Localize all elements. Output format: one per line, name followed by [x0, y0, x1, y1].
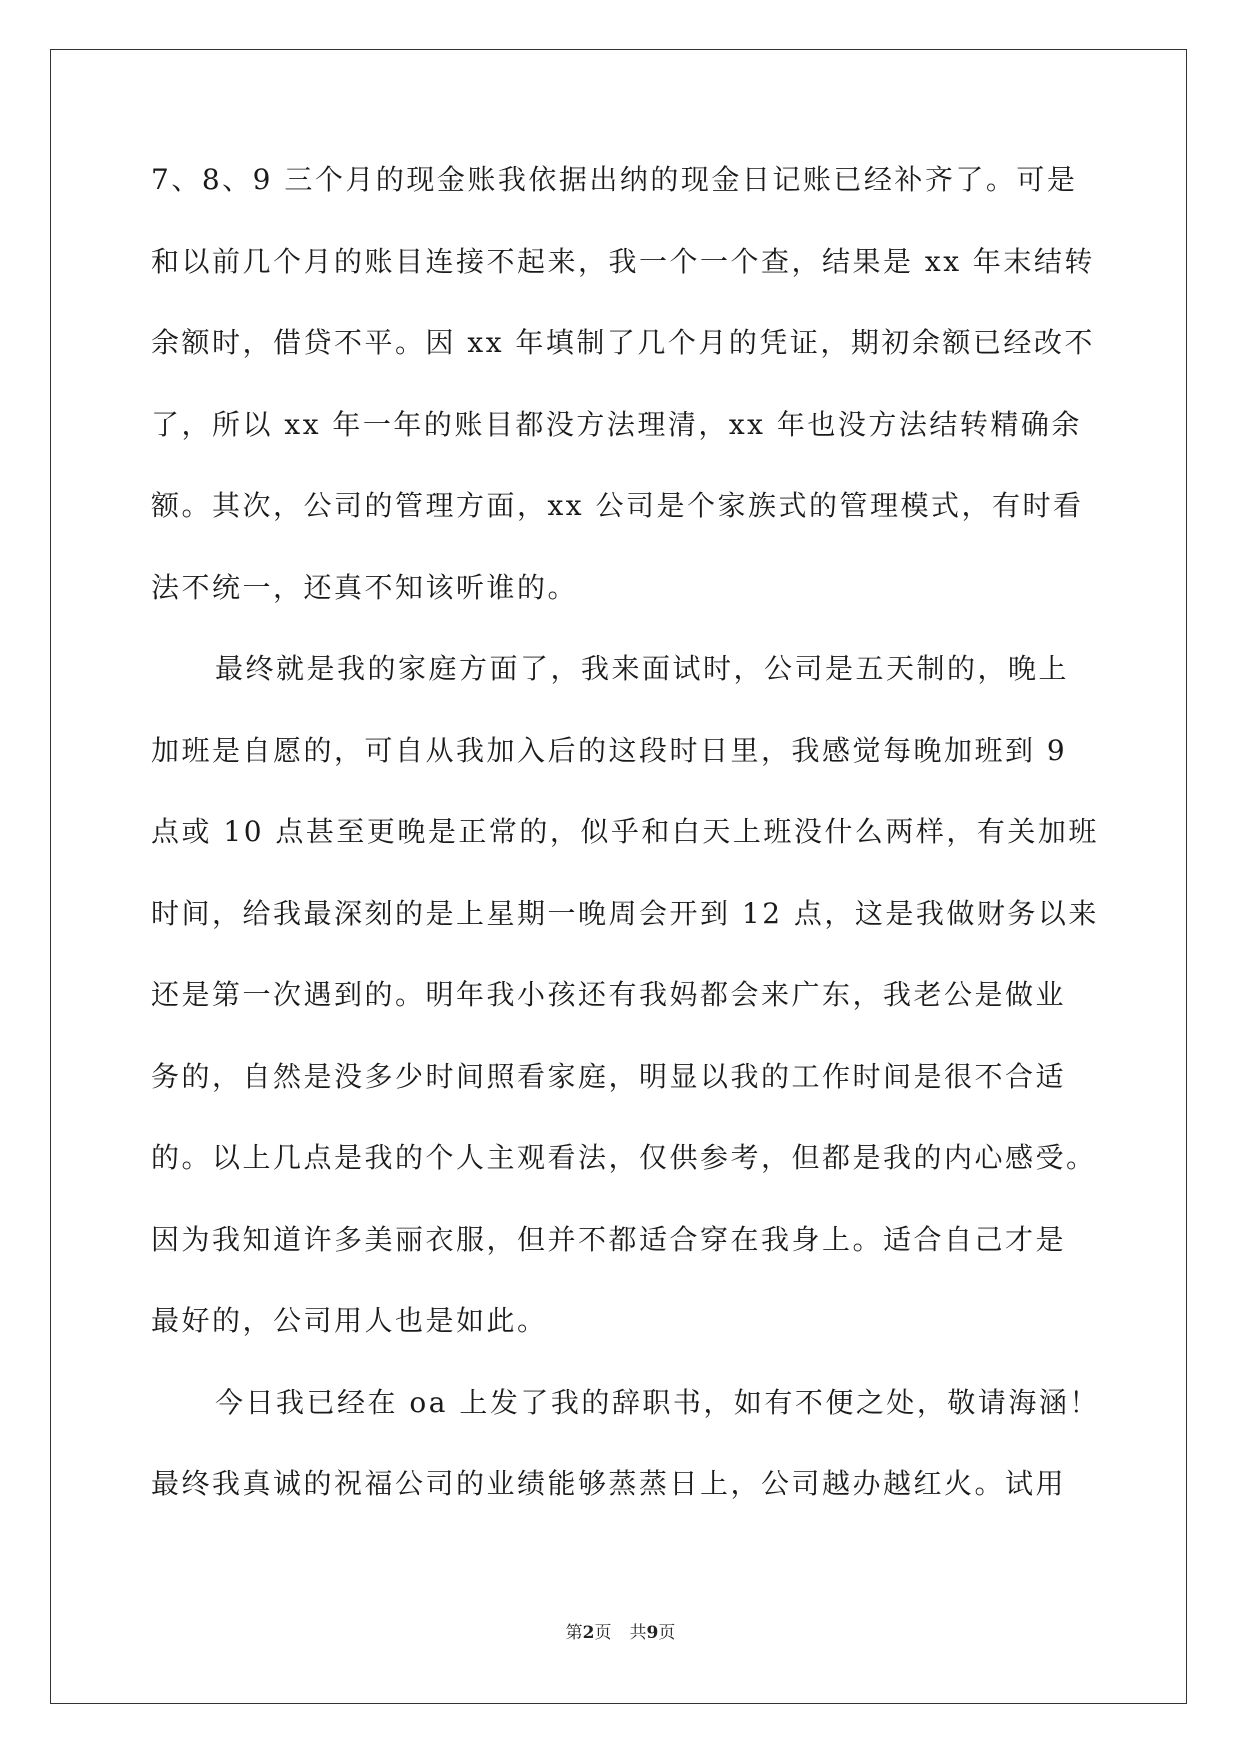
text-line: 因为我知道许多美丽衣服，但并不都适合穿在我身上。适合自己才是 — [151, 1222, 1067, 1256]
text-line: 加班是自愿的，可自从我加入后的这段时日里，我感觉每晚加班到 9 — [151, 733, 1068, 767]
text-line: 7、8、9 三个月的现金账我依据出纳的现金日记账已经补齐了。可是 — [151, 163, 1078, 196]
total-suffix: 页 — [658, 1623, 676, 1643]
text-line: 最终我真诚的祝福公司的业绩能够蒸蒸日上，公司越办越红火。试用 — [151, 1467, 1067, 1500]
total-page-number: 9 — [646, 1623, 659, 1643]
text-line: 的。以上几点是我的个人主观看法，仅供参考，但都是我的内心感受。 — [151, 1141, 1097, 1174]
text-line: 和以前几个月的账目连接不起来，我一个一个查，结果是 xx 年末结转 — [151, 244, 1095, 278]
text-line: 余额时，借贷不平。因 xx 年填制了几个月的凭证，期初余额已经改不 — [151, 326, 1095, 359]
text-line: 最好的，公司用人也是如此。 — [151, 1304, 548, 1337]
text-line: 还是第一次遇到的。明年我小孩还有我妈都会来广东，我老公是做业 — [151, 978, 1067, 1011]
text-line: 时间，给我最深刻的是上星期一晚周会开到 12 点，这是我做财务以来 — [151, 896, 1099, 930]
text-line: 了，所以 xx 年一年的账目都没方法理清，xx 年也没方法结转精确余 — [151, 407, 1082, 441]
document-body — [151, 160, 1100, 1546]
paragraph-start-line: 最终就是我的家庭方面了，我来面试时，公司是五天制的，晚上 — [215, 652, 1070, 685]
text-line: 点或 10 点甚至更晚是正常的，似乎和白天上班没什么两样，有关加班 — [151, 815, 1099, 848]
paragraph-start-line: 今日我已经在 oa 上发了我的辞职书，如有不便之处，敬请海涵！ — [215, 1385, 1100, 1419]
page-suffix: 页 — [594, 1623, 612, 1643]
text-line: 法不统一，还真不知该听谁的。 — [151, 570, 579, 604]
total-prefix: 共 — [629, 1623, 647, 1643]
page-prefix: 第 — [565, 1623, 583, 1643]
text-line: 务的，自然是没多少时间照看家庭，明显以我的工作时间是很不合适 — [151, 1059, 1067, 1093]
current-page-number: 2 — [582, 1623, 595, 1643]
text-line: 额。其次，公司的管理方面，xx 公司是个家族式的管理模式，有时看 — [151, 489, 1084, 522]
page-footer — [0, 1618, 1241, 1643]
